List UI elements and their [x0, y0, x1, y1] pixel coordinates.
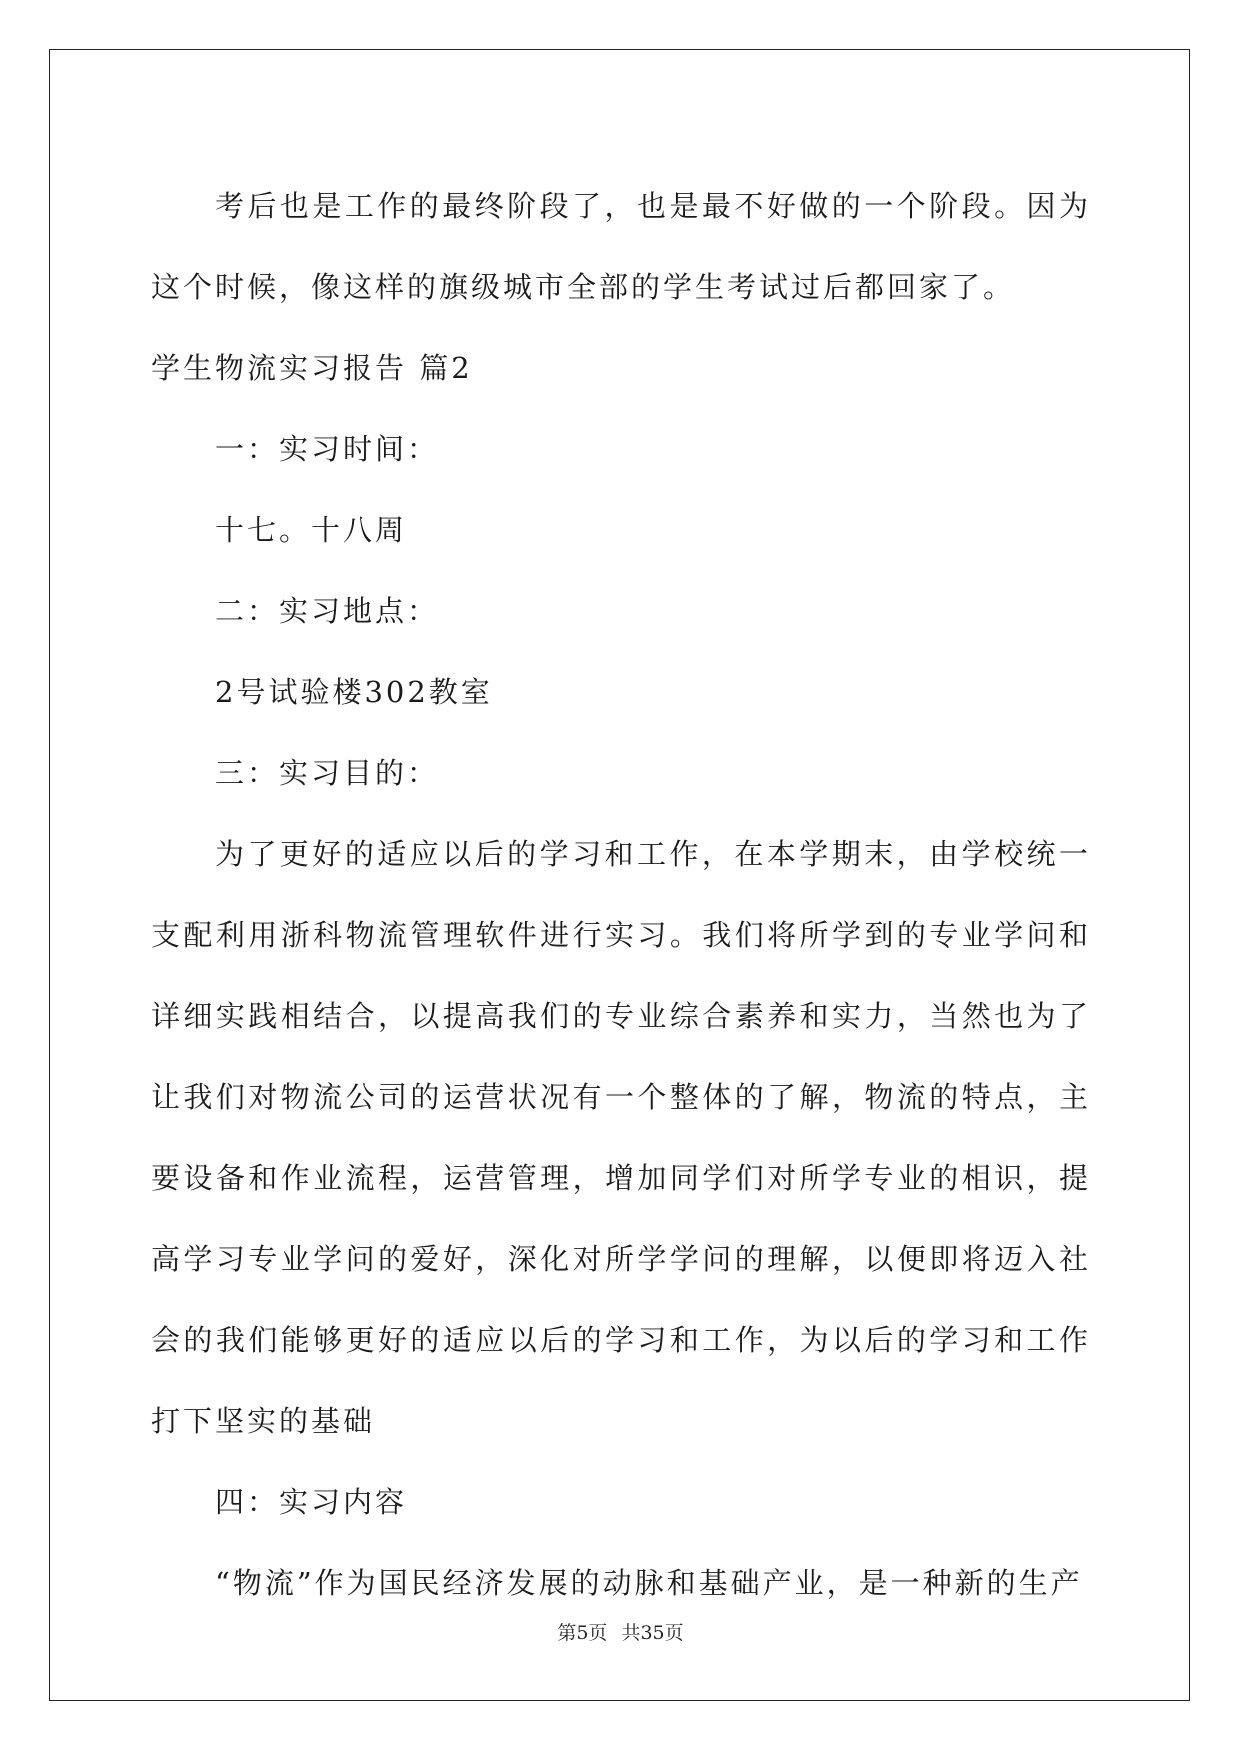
paragraph: 考后也是工作的最终阶段了，也是最不好做的一个阶段。因为这个时候，像这样的旗级城市全部的学生考试过后都回家了。: [151, 189, 1091, 304]
paragraph: “物流”作为国民经济发展的动脉和基础产业，是一种新的生产: [215, 1566, 1083, 1600]
page-number: 第5页: [557, 1622, 608, 1644]
paragraph: 三：实习目的：: [215, 756, 440, 790]
section-heading: 学生物流实习报告 篇2: [151, 351, 473, 385]
paragraph: 为了更好的适应以后的学习和工作，在本学期末，由学校统一支配利用浙科物流管理软件进行实习。我们将所学到的专业学问和详细实践相结合，以提高我们的专业综合素养和实力，当然也为了让我们对物流公司的运营状况有一个整体的了解，物流的特点，主要设备和作业流程，运营管理，增加同学们对所学专业的相识，提高学习专业学问的爱好，深化对所学学问的理解，以便即将迈入社会的我们能够更好的适应以后的学习和工作，为以后的学习和工作打下坚实的基础: [151, 837, 1091, 1438]
paragraph: 二：实习地点：: [215, 594, 440, 628]
page-total: 共35页: [621, 1622, 684, 1644]
paragraph: 四：实习内容: [215, 1485, 408, 1519]
document-body: [151, 166, 1091, 1624]
paragraph: 2号试验楼302教室: [215, 675, 493, 709]
paragraph: 一：实习时间：: [215, 432, 440, 466]
paragraph: 十七。十八周: [215, 513, 408, 547]
page-footer: [0, 1618, 1241, 1645]
